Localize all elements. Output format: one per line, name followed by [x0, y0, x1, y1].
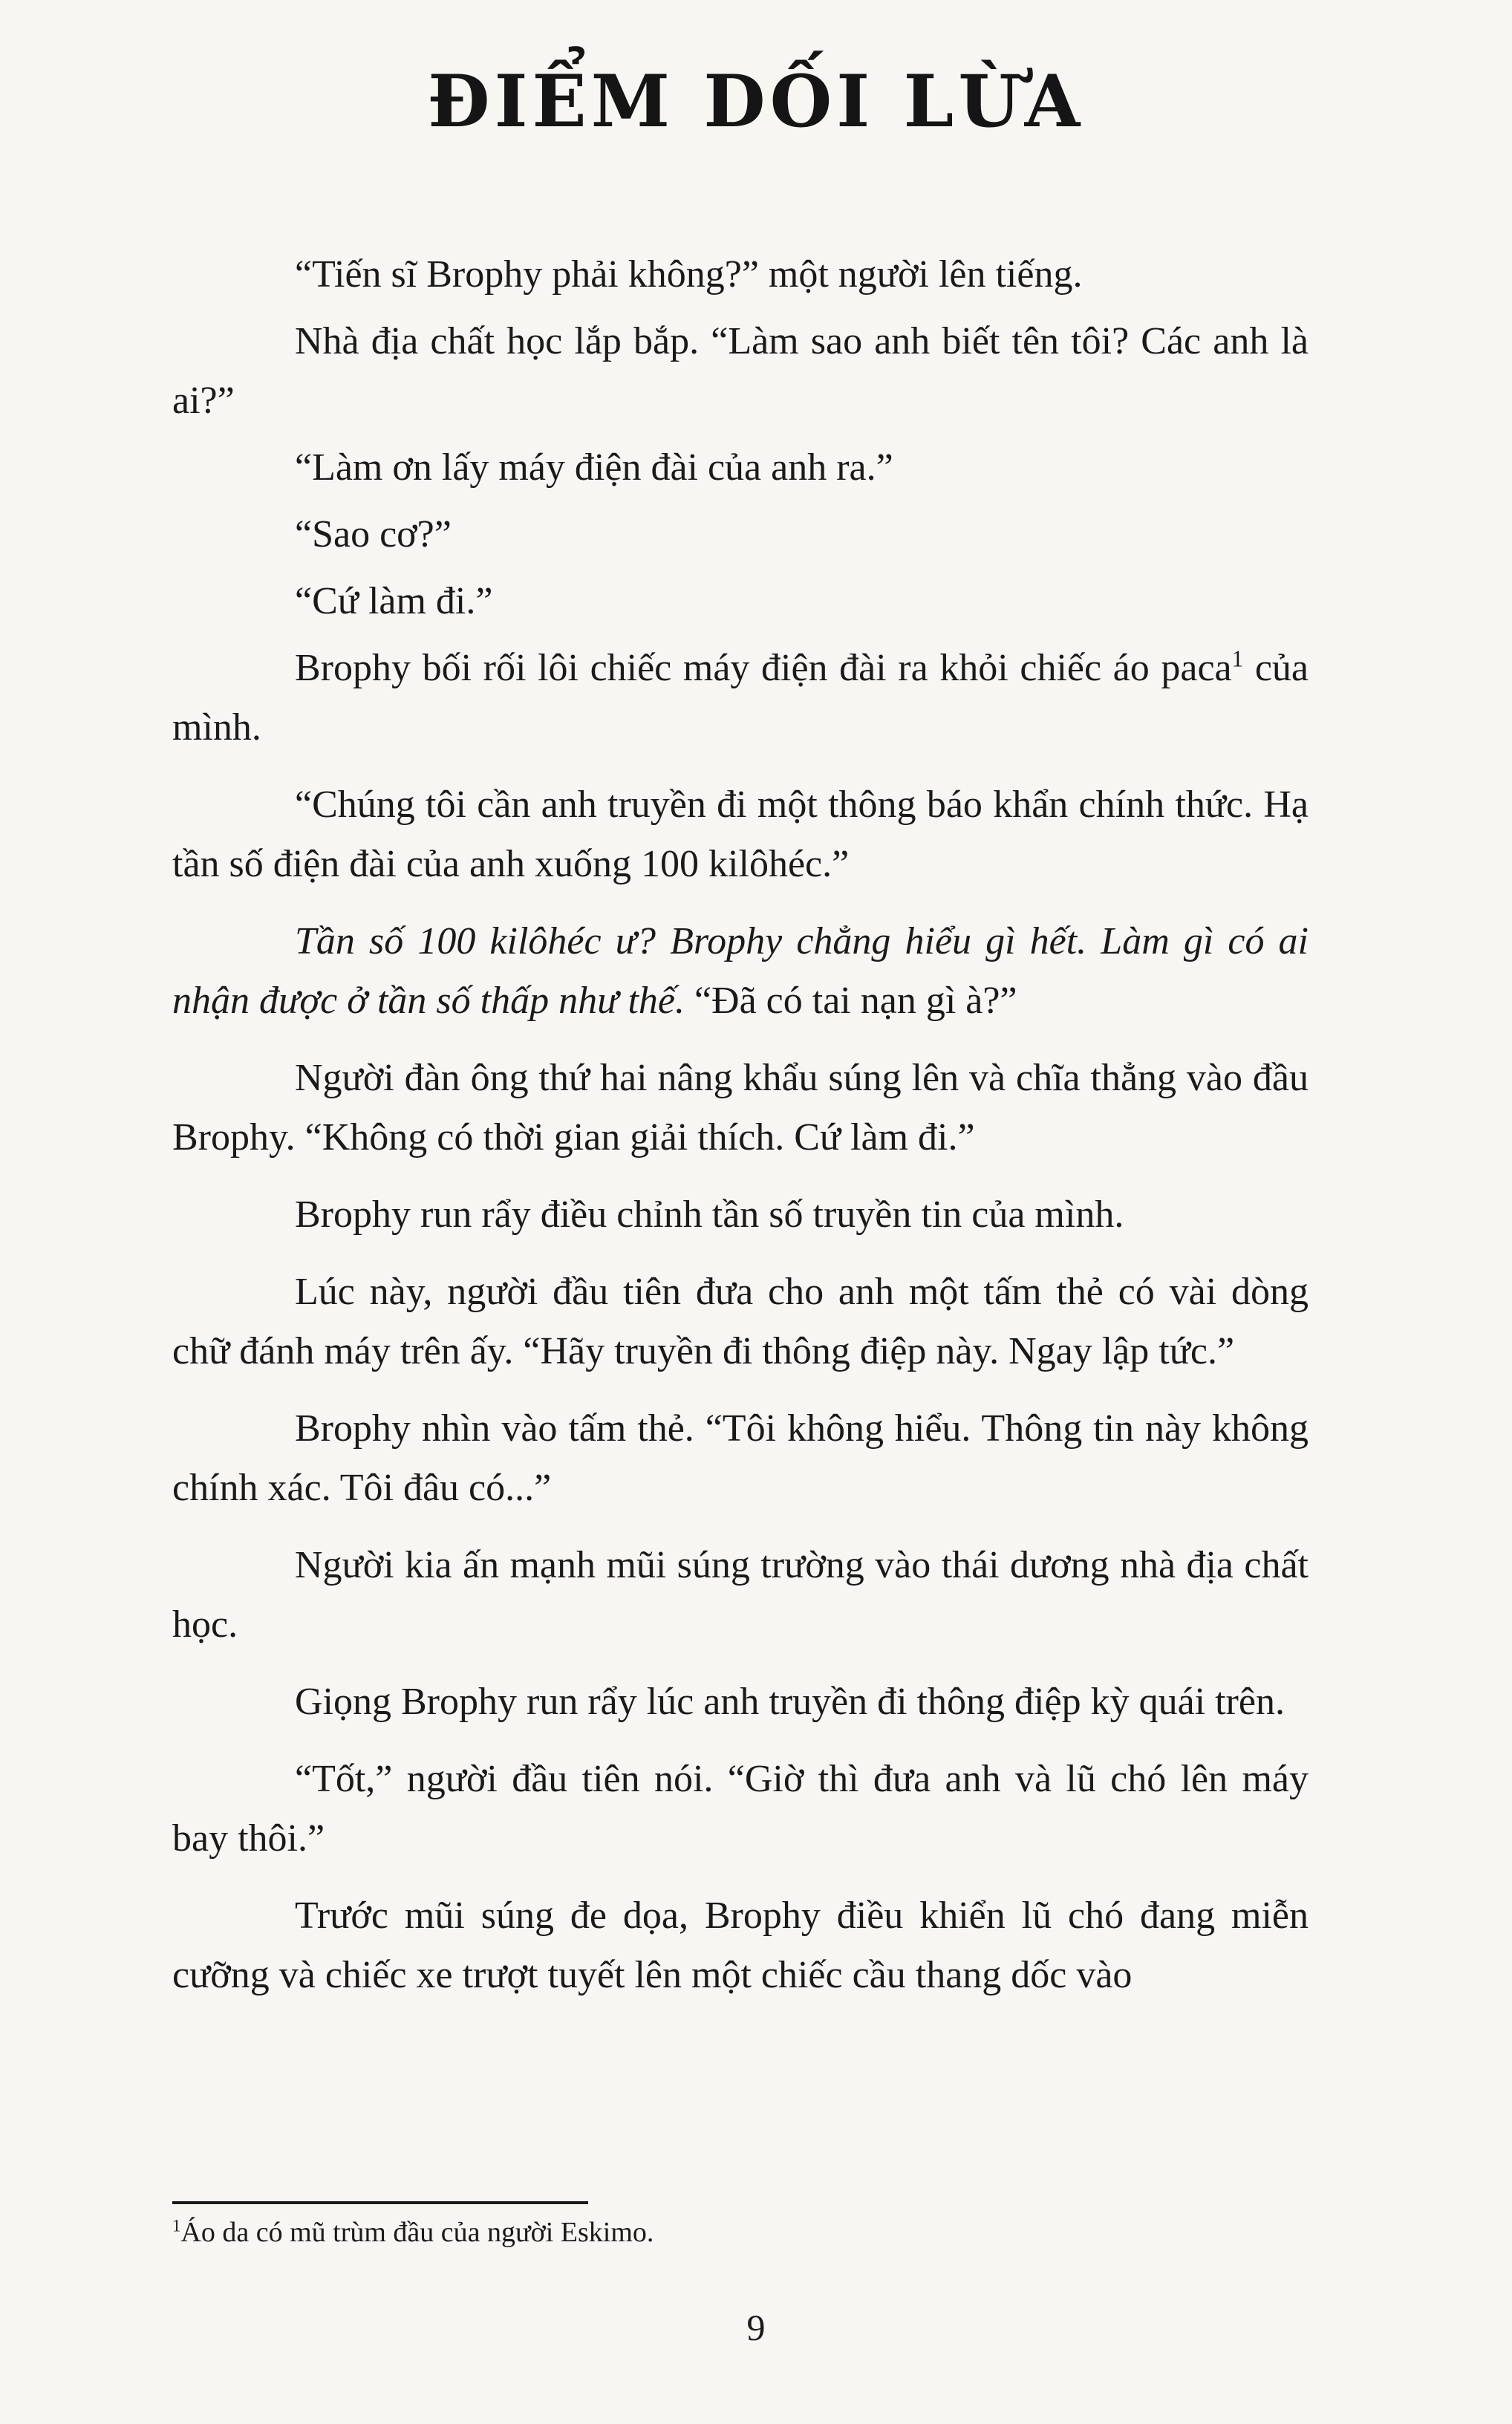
- footnote-ref: 1: [1231, 645, 1244, 672]
- paragraph: Brophy run rẩy điều chỉnh tần số truyền tin của mình.: [295, 1193, 1124, 1236]
- paragraph: Người đàn ông thứ hai nâng khẩu súng lên và chĩa thẳng vào đầu Brophy. “Không có thời gian giải thích. Cứ làm đi.”: [172, 1057, 1309, 1159]
- paragraph-tail: của mình.: [172, 647, 1309, 749]
- page-number: 9: [746, 2307, 766, 2348]
- paragraph: “Làm ơn lấy máy điện đài của anh ra.”: [295, 446, 893, 489]
- paragraph-tail: “Đã có tai nạn gì à?”: [684, 980, 1017, 1022]
- footnote: [172, 2212, 1286, 2253]
- footnote-divider: [172, 2201, 588, 2204]
- paragraph: Lúc này, người đầu tiên đưa cho anh một tấm thẻ có vài dòng chữ đánh máy trên ấy. “Hãy truyền đi thông điệp này. Ngay lập tức.”: [172, 1271, 1309, 1372]
- paragraph: “Cứ làm đi.”: [295, 580, 493, 622]
- italic-thought: Tần số 100 kilôhéc ư? Brophy chẳng hiểu gì hết. Làm gì có ai nhận được ở tần số thấp như thế.: [172, 920, 1309, 1022]
- footnote-marker: 1: [172, 2216, 181, 2235]
- paragraph: [172, 912, 1309, 1031]
- paragraph: [172, 639, 1309, 758]
- paragraph: Brophy nhìn vào tấm thẻ. “Tôi không hiểu. Thông tin này không chính xác. Tôi đâu có...”: [172, 1407, 1309, 1509]
- body-text: [172, 245, 1309, 2023]
- paragraph: “Chúng tôi cần anh truyền đi một thông báo khẩn chính thức. Hạ tần số điện đài của anh xuống 100 kilôhéc.”: [172, 783, 1309, 885]
- chapter-title: ĐIỂM DỐI LỪA: [427, 59, 1085, 143]
- paragraph: “Tiến sĩ Brophy phải không?” một người lên tiếng.: [295, 253, 1083, 296]
- paragraph: Nhà địa chất học lắp bắp. “Làm sao anh biết tên tôi? Các anh là ai?”: [172, 320, 1309, 422]
- footnote-text: Áo da có mũ trùm đầu của người Eskimo.: [180, 2217, 654, 2248]
- paragraph: “Sao cơ?”: [295, 513, 452, 556]
- paragraph: Người kia ấn mạnh mũi súng trường vào thái dương nhà địa chất học.: [172, 1544, 1309, 1646]
- paragraph-text: Brophy bối rối lôi chiếc máy điện đài ra khỏi chiếc áo paca: [295, 647, 1232, 689]
- paragraph: Trước mũi súng đe dọa, Brophy điều khiển lũ chó đang miễn cưỡng và chiếc xe trượt tuyết lên một chiếc cầu thang dốc vào: [172, 1894, 1309, 1996]
- paragraph: “Tốt,” người đầu tiên nói. “Giờ thì đưa anh và lũ chó lên máy bay thôi.”: [172, 1758, 1309, 1860]
- paragraph: Giọng Brophy run rẩy lúc anh truyền đi thông điệp kỳ quái trên.: [295, 1681, 1285, 1723]
